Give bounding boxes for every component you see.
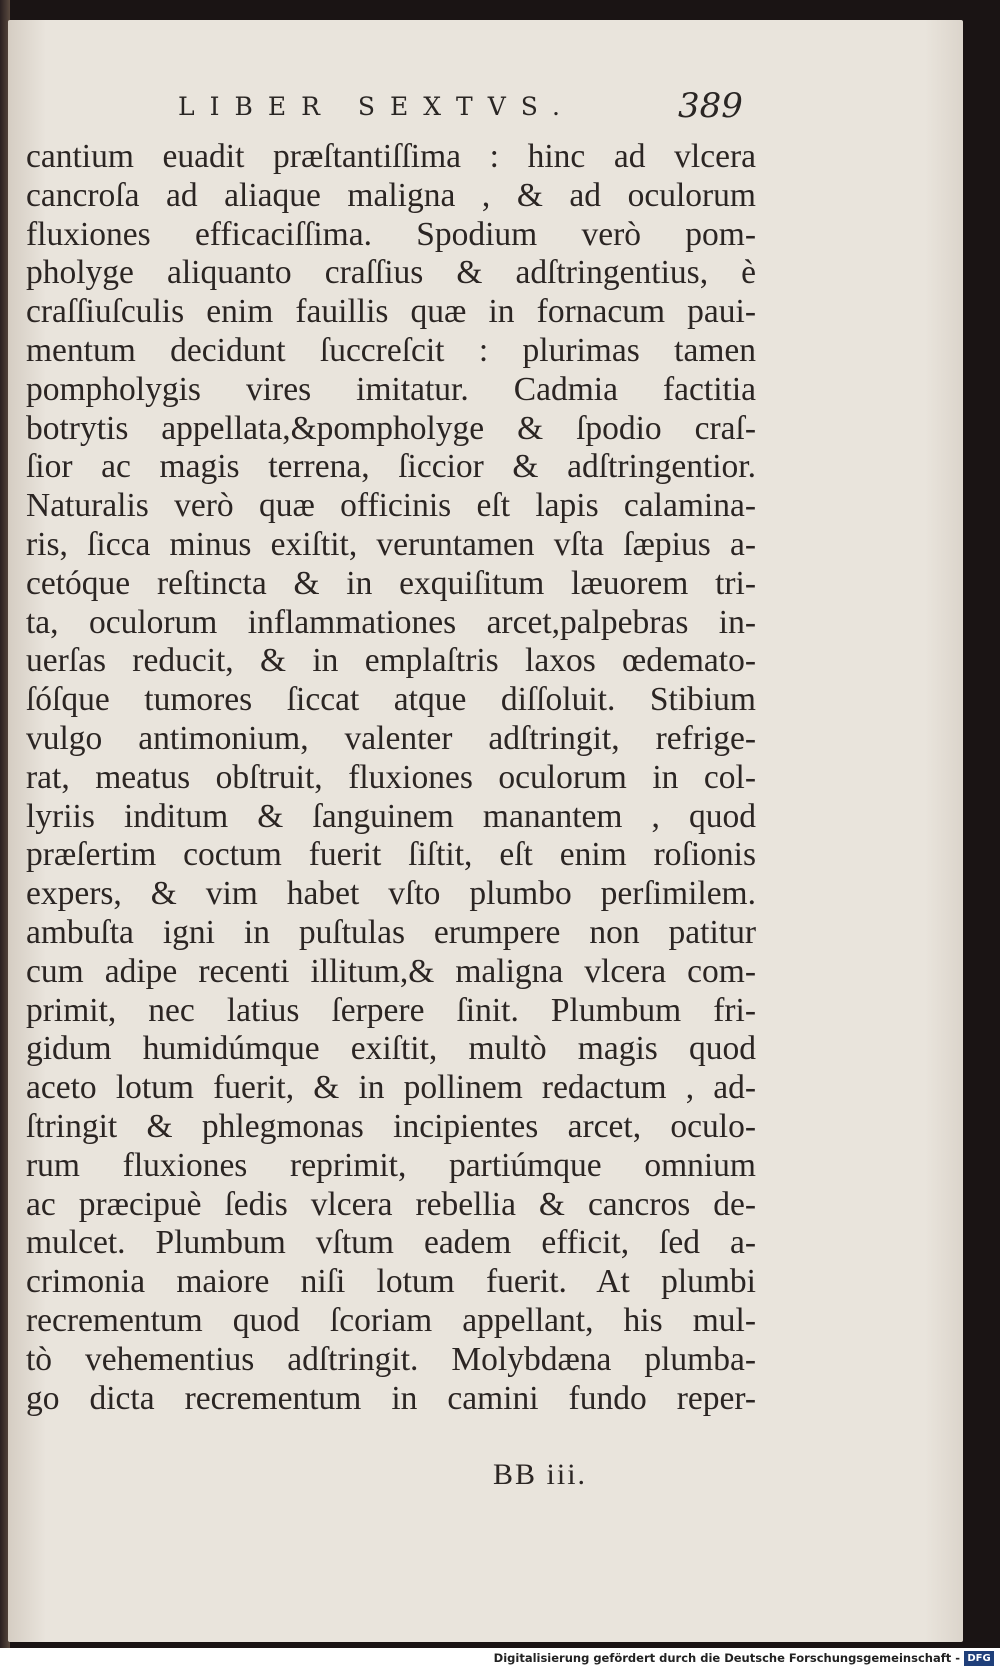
- text-line: mulcet. Plumbum vſtum eadem efficit, ſed a-: [26, 1224, 756, 1262]
- book-page: [8, 20, 963, 1642]
- text-line: ta, oculorum inflammationes arcet,palpebras in-: [26, 603, 756, 641]
- text-line: ris, ſicca minus exiſtit, veruntamen vſta ſæpius a-: [26, 525, 756, 563]
- text-line: vulgo antimonium, valenter adſtringit, refrige-: [26, 719, 756, 757]
- text-line: Naturalis verò quæ officinis eſt lapis calamina-: [26, 487, 756, 525]
- text-line: crimonia maiore niſi lotum fuerit. At plumbi: [26, 1263, 756, 1301]
- signature-mark: BB iii.: [493, 1458, 588, 1491]
- text-line: primit, nec latius ſerpere ſinit. Plumbum fri-: [26, 991, 756, 1029]
- text-line: gidum humidúmque exiſtit, multò magis quod: [26, 1030, 756, 1068]
- text-line: cantium euadit præſtantiſſima : hinc ad vlcera: [26, 138, 756, 175]
- text-line: ſóſque tumores ſiccat atque diſſoluit. Stibium: [26, 681, 756, 719]
- digitization-footer: [0, 1648, 1000, 1670]
- text-line: cetóque reſtincta & in exquiſitum læuorem tri-: [26, 564, 756, 602]
- dfg-logo: DFG: [964, 1651, 994, 1666]
- footer-credit: Digitalisierung gefördert durch die Deutsche Forschungsgemeinschaft -: [493, 1651, 960, 1665]
- text-line: rum fluxiones reprimit, partiúmque omnium: [26, 1146, 756, 1184]
- text-line: cum adipe recenti illitum,& maligna vlcera com-: [26, 952, 756, 990]
- text-line: præſertim coctum fuerit ſiſtit, eſt enim roſionis: [26, 836, 756, 874]
- text-line: ſior ac magis terrena, ſiccior & adſtringentior.: [26, 448, 756, 486]
- text-line: expers, & vim habet vſto plumbo perſimilem.: [26, 875, 756, 913]
- text-line: aceto lotum fuerit, & in pollinem redactum , ad-: [26, 1069, 756, 1107]
- text-line: fluxiones efficaciſſima. Spodium verò pom-: [26, 215, 756, 253]
- text-line: lyriis inditum & ſanguinem manantem , quod: [26, 797, 756, 835]
- text-line: tò vehementius adſtringit. Molybdæna plumba-: [26, 1340, 756, 1378]
- text-line: craſſiuſculis enim fauillis quæ in fornacum paui-: [26, 293, 756, 331]
- running-head: [8, 86, 963, 132]
- text-line: rat, meatus obſtruit, fluxiones oculorum in col-: [26, 758, 756, 796]
- text-line: pompholygis vires imitatur. Cadmia factitia: [26, 370, 756, 408]
- text-line: ac præcipuè ſedis vlcera rebellia & cancros de-: [26, 1185, 756, 1223]
- text-line: ambuſta igni in puſtulas erumpere non patitur: [26, 913, 756, 951]
- text-line: mentum decidunt ſuccreſcit : plurimas tamen: [26, 331, 756, 369]
- running-head-title: LIBER SEXTVS.: [178, 92, 575, 121]
- text-line: recrementum quod ſcoriam appellant, his mul-: [26, 1301, 756, 1339]
- text-line: pholyge aliquanto craſſius & adſtringentius, è: [26, 254, 756, 292]
- text-line: ſtringit & phlegmonas incipientes arcet, oculo-: [26, 1107, 756, 1145]
- body-text: [26, 138, 756, 1418]
- text-line: botrytis appellata,&pompholyge & ſpodio craſ-: [26, 409, 756, 447]
- text-line: go dicta recrementum in camini fundo reper-: [26, 1379, 756, 1417]
- text-line: cancroſa ad aliaque maligna , & ad oculorum: [26, 176, 756, 214]
- page-number: 389: [678, 86, 743, 126]
- text-line: uerſas reducit, & in emplaſtris laxos œdemato-: [26, 642, 756, 680]
